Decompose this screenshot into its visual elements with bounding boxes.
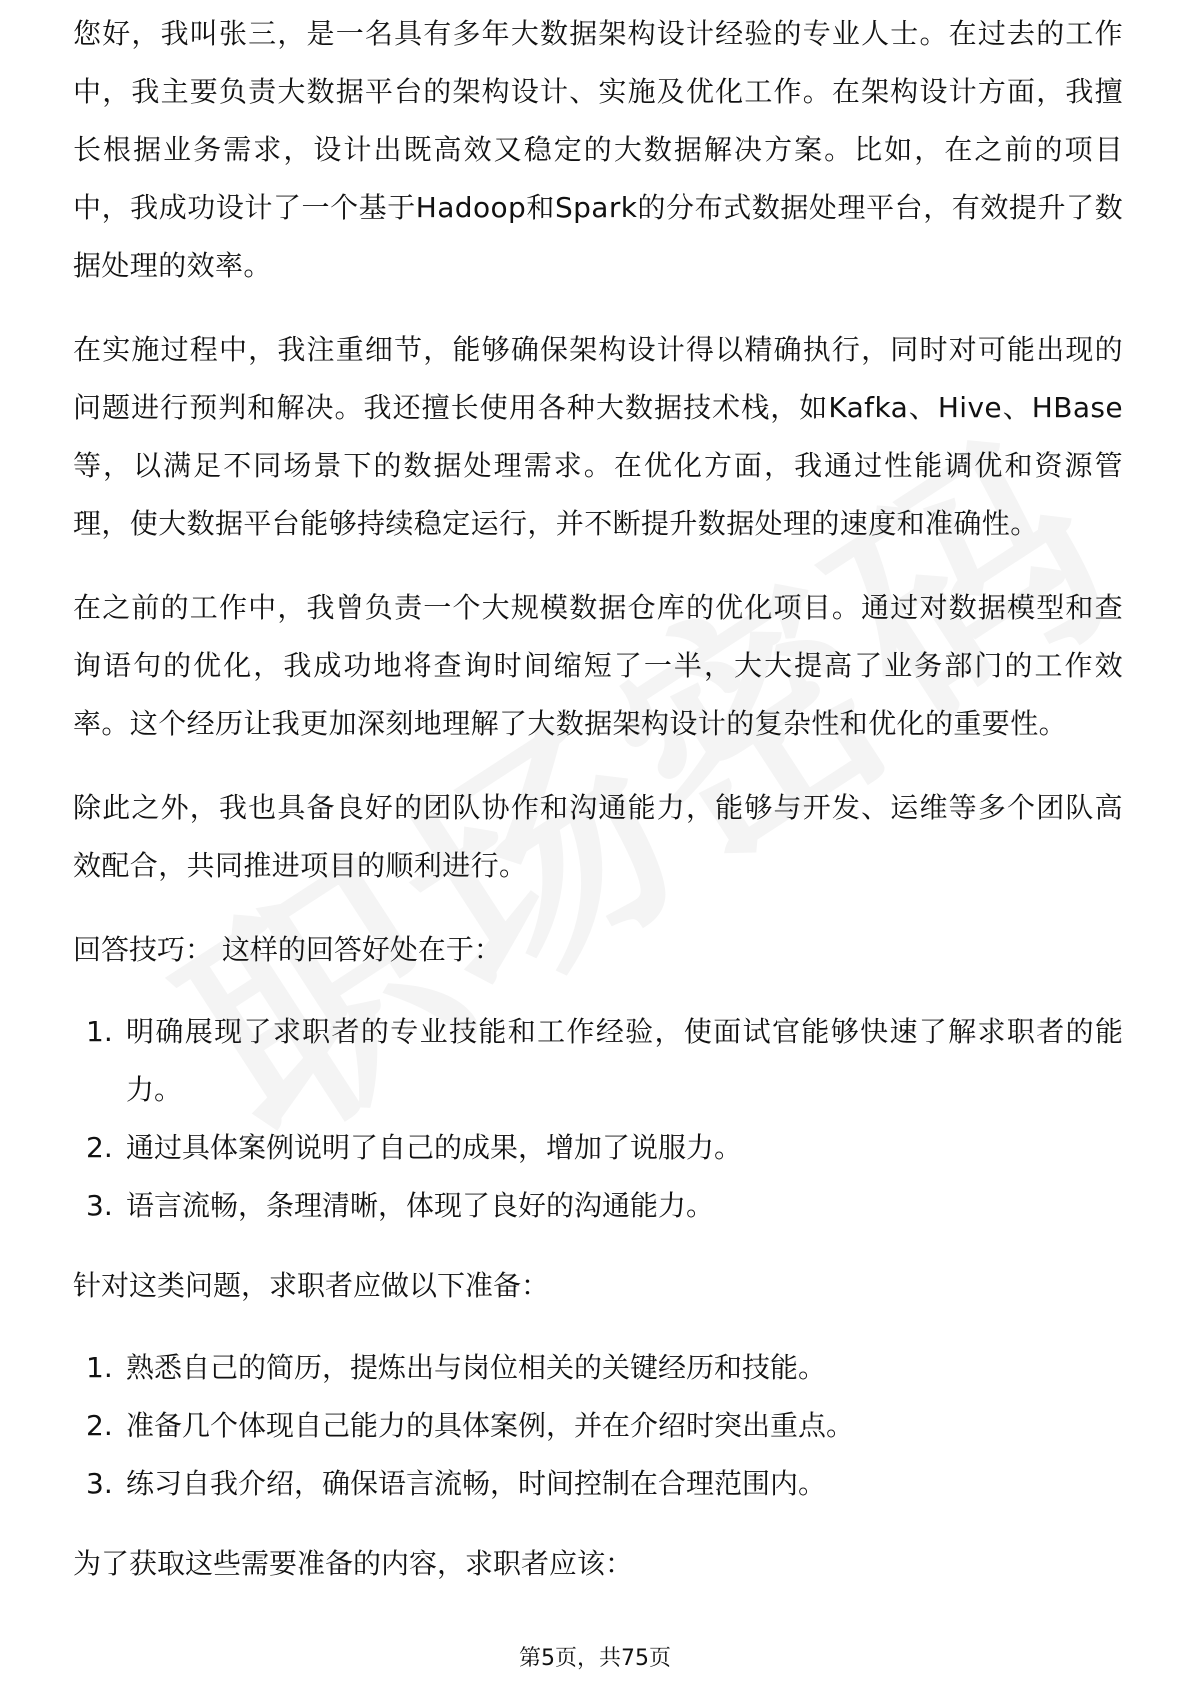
list-text: 熟悉自己的简历，提炼出与岗位相关的关键经历和技能。 [126,1351,827,1384]
list-number: 3. [86,1467,113,1500]
list-item [73,1177,1123,1235]
paragraph-teamwork: 除此之外，我也具备良好的团队协作和沟通能力，能够与开发、运维等多个团队高效配合，共同推进项目的顺利进行。 [73,791,1123,882]
list-number: 1. [86,1015,113,1048]
list-item [73,1455,1123,1513]
list-item [73,1119,1123,1177]
paragraph-intro: 您好，我叫张三，是一名具有多年大数据架构设计经验的专业人士。在过去的工作中，我主要负责大数据平台的架构设计、实施及优化工作。在架构设计方面，我擅长根据业务需求，设计出既高效又稳定的大数据解决方案。比如，在之前的项目中，我成功设计了一个基于Hadoop和Spark的分布式数据处理平台，有效提升了数据处理的效率。 [73,17,1123,282]
list-text: 通过具体案例说明了自己的成果，增加了说服力。 [126,1131,743,1164]
list-item [73,1003,1123,1119]
list-item [73,1339,1123,1397]
page-footer: 第5页，共75页 [519,1646,671,1671]
final-line: 为了获取这些需要准备的内容，求职者应该： [73,1547,634,1580]
prep-list [73,1339,1123,1513]
page-content [73,17,1123,1617]
list-number: 3. [86,1189,113,1222]
tips-heading: 回答技巧： 这样的回答好处在于： [73,933,502,966]
tips-list [73,1003,1123,1235]
prep-heading: 针对这类问题，求职者应做以下准备： [73,1269,550,1302]
list-text: 练习自我介绍，确保语言流畅，时间控制在合理范围内。 [126,1467,827,1500]
list-text: 语言流畅，条理清晰，体现了良好的沟通能力。 [126,1189,715,1222]
list-item [73,1397,1123,1455]
list-text: 准备几个体现自己能力的具体案例，并在介绍时突出重点。 [126,1409,855,1442]
list-number: 2. [86,1409,113,1442]
list-number: 2. [86,1131,113,1164]
list-number: 1. [86,1351,113,1384]
list-text: 明确展现了求职者的专业技能和工作经验，使面试官能够快速了解求职者的能力。 [126,1015,1123,1106]
paragraph-implementation: 在实施过程中，我注重细节，能够确保架构设计得以精确执行，同时对可能出现的问题进行预判和解决。我还擅长使用各种大数据技术栈，如Kafka、Hive、HBase等，以满足不同场景下的数据处理需求。在优化方面，我通过性能调优和资源管理，使大数据平台能够持续稳定运行，并不断提升数据处理的速度和准确性。 [73,333,1123,540]
paragraph-experience: 在之前的工作中，我曾负责一个大规模数据仓库的优化项目。通过对数据模型和查询语句的优化，我成功地将查询时间缩短了一半，大大提高了业务部门的工作效率。这个经历让我更加深刻地理解了大数据架构设计的复杂性和优化的重要性。 [73,591,1123,740]
